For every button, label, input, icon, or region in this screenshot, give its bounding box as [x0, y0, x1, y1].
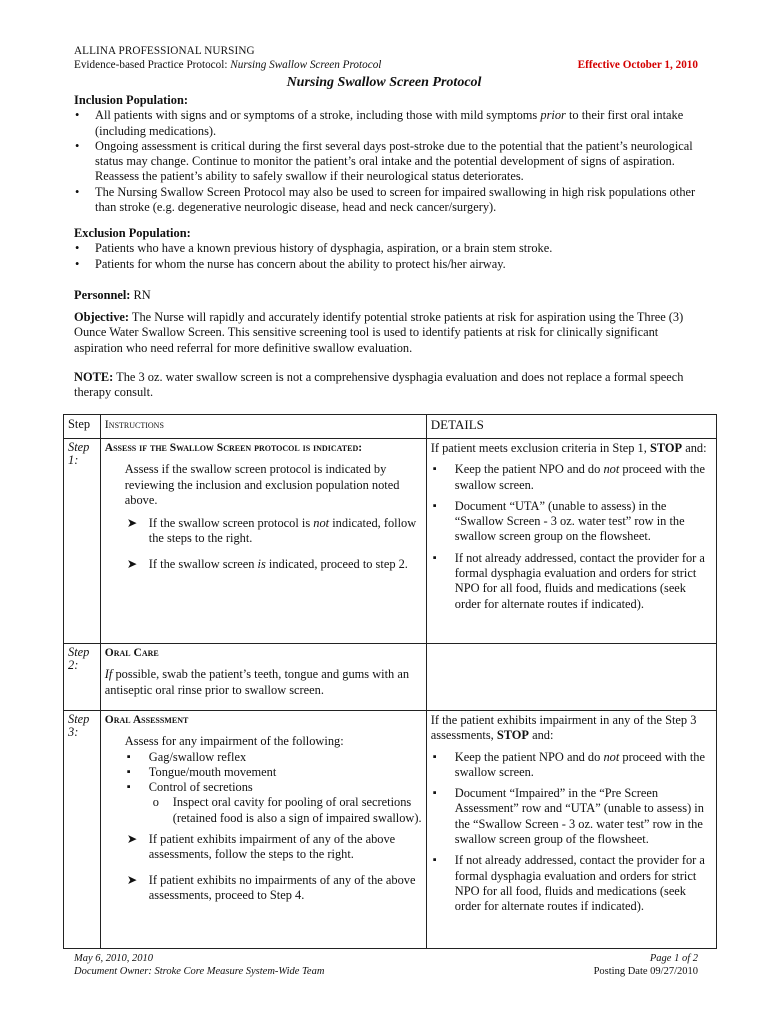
step-details — [426, 644, 716, 711]
list-item: ▪ Control of secretions — [125, 780, 422, 795]
step-label: Step 1: — [64, 439, 101, 644]
list-item: ▪ Keep the patient NPO and do not proceed with the swallow screen. — [431, 462, 712, 493]
personnel-section — [74, 288, 698, 303]
step-instructions — [100, 644, 426, 711]
note-label: NOTE: — [74, 370, 114, 384]
step-label: Step 3: — [64, 711, 101, 949]
arrow-icon: ➤ — [126, 556, 138, 571]
exclusion-heading: Exclusion Population: — [74, 226, 191, 240]
header-instructions: Instructions — [100, 415, 426, 439]
document-title: Nursing Swallow Screen Protocol — [286, 75, 482, 90]
list-item: • Patients for whom the nurse has concern about the ability to protect his/her airway. — [74, 257, 698, 272]
footer-page: Page 1 of 2 — [649, 953, 698, 964]
step-heading: Oral Assessment — [104, 714, 189, 726]
list-item: • Patients who have a known previous history of dysphagia, aspiration, or a brain stem stroke. — [74, 241, 698, 256]
step-instructions — [100, 439, 426, 644]
details-intro: If the patient exhibits impairment in any of the Step 3 assessments, STOP and: — [430, 713, 697, 743]
list-item: ▪ Tongue/mouth movement — [125, 765, 422, 780]
inclusion-list — [74, 108, 698, 215]
step-instructions — [100, 711, 426, 949]
protocol-prefix: Evidence-based Practice Protocol: — [74, 59, 228, 71]
assessment-list — [105, 750, 422, 796]
step-details — [426, 439, 716, 644]
personnel-value: RN — [133, 288, 151, 302]
effective-date: Effective October 1, 2010 — [577, 59, 698, 71]
footer-posting-date: Posting Date 09/27/2010 — [593, 966, 698, 977]
header-step: Step — [64, 415, 101, 439]
list-item: ▪ Document “Impaired” in the “Pre Screen Assessment” row and “UTA” (unable to assess) in the “Swallow Screen - 3 oz. water test” row in the swallow screen group of the flowsheet. — [431, 786, 712, 847]
note-section — [74, 370, 698, 401]
list-item: ▪ If not already addressed, contact the provider for a formal dysphagia evaluation and orders for strict NPO for all food, fluids and medications (seek order for alternate routes if indicated). — [431, 853, 712, 914]
step-heading: Assess if the Swallow Screen protocol is indicated: — [104, 442, 363, 454]
list-item: • The Nursing Swallow Screen Protocol may also be used to screen for impaired swallowing in high risk populations other than stroke (e.g. degenerative neurologic disease, head and neck cancer/surgery). — [74, 185, 698, 216]
details-intro: If patient meets exclusion criteria in Step 1, STOP and: — [430, 441, 707, 455]
exclusion-list — [74, 241, 698, 272]
footer-right — [594, 952, 698, 978]
list-item: ▪ Keep the patient NPO and do not proceed with the swallow screen. — [431, 750, 712, 781]
instruction-arrow-item: ➤ If patient exhibits impairment of any of the above assessments, follow the steps to the right. — [126, 832, 396, 862]
footer-date: May 6, 2010, 2010 — [74, 953, 154, 964]
step-body: Assess for any impairment of the following: — [124, 734, 344, 749]
table-row — [64, 644, 717, 711]
personnel-label: Personnel: — [74, 288, 131, 302]
protocol-line — [74, 58, 698, 73]
step-label: Step 2: — [64, 644, 101, 711]
arrow-icon: ➤ — [126, 832, 138, 847]
arrow-icon: ➤ — [126, 872, 138, 887]
list-item: • All patients with signs and or symptoms of a stroke, including those with mild symptoms prior to their first oral intake (including medications). — [74, 108, 698, 139]
assessment-sublist — [105, 795, 422, 826]
organization-name: ALLINA PROFESSIONAL NURSING — [74, 45, 255, 57]
details-list — [431, 462, 712, 612]
list-item: • Ongoing assessment is critical during the first several days post-stroke due to the potential that the patient’s neurological status may change. Continue to monitor the patient’s oral intake and the potential development of signs of aspiration. Reassess the patient’s ability to safely swallow if their neurological status deteriorates. — [74, 139, 698, 185]
protocol-name: Nursing Swallow Screen Protocol — [230, 59, 382, 71]
step-body: Assess if the swallow screen protocol is indicated by reviewing the inclusion and exclusion population noted above. — [124, 462, 400, 507]
instruction-arrow-item: ➤ If the swallow screen protocol is not indicated, follow the steps to the right. — [126, 516, 417, 546]
steps-table — [63, 414, 717, 949]
footer-owner: Document Owner: Stroke Core Measure System-Wide Team — [74, 966, 325, 977]
list-item: ▪ Gag/swallow reflex — [125, 750, 422, 765]
step-body: If possible, swab the patient’s teeth, tongue and gums with an antiseptic oral rinse prior to swallow screen. — [104, 667, 410, 697]
exclusion-section — [74, 226, 698, 272]
objective-section — [74, 310, 698, 356]
objective-label: Objective: — [74, 310, 130, 324]
details-list — [431, 750, 712, 915]
header-details: DETAILS — [426, 415, 716, 439]
inclusion-heading: Inclusion Population: — [74, 93, 188, 107]
table-row — [64, 439, 717, 644]
footer-left — [74, 952, 324, 978]
inclusion-section — [74, 93, 698, 215]
step-heading: Oral Care — [104, 647, 159, 659]
objective-text: The Nurse will rapidly and accurately identify potential stroke patients at risk for aspiration using the Three (3) Ounce Water Swallow Screen. This sensitive screening tool is used to identify patients at risk for clinically significant aspiration who need referral for more definitive swallow evaluation. — [74, 310, 684, 355]
list-item: ▪ If not already addressed, contact the provider for a formal dysphagia evaluation and orders for strict NPO for all food, fluids and medications (seek order for alternate routes if indicated). — [431, 551, 712, 612]
list-item: o Inspect oral cavity for pooling of oral secretions (retained food is also a sign of impaired swallow). — [153, 795, 422, 826]
list-item: ▪ Document “UTA” (unable to assess) in the “Swallow Screen - 3 oz. water test” row in the swallow screen group on the flowsheet. — [431, 499, 712, 545]
arrow-icon: ➤ — [126, 516, 138, 531]
instruction-arrow-item: ➤ If the swallow screen is indicated, proceed to step 2. — [126, 556, 408, 571]
table-row — [64, 711, 717, 949]
note-text: The 3 oz. water swallow screen is not a comprehensive dysphagia evaluation and does not replace a formal speech therapy consult. — [74, 370, 684, 400]
table-header-row — [64, 415, 717, 439]
step-details — [426, 711, 716, 949]
instruction-arrow-item: ➤ If patient exhibits no impairments of any of the above assessments, proceed to Step 4. — [126, 872, 416, 902]
